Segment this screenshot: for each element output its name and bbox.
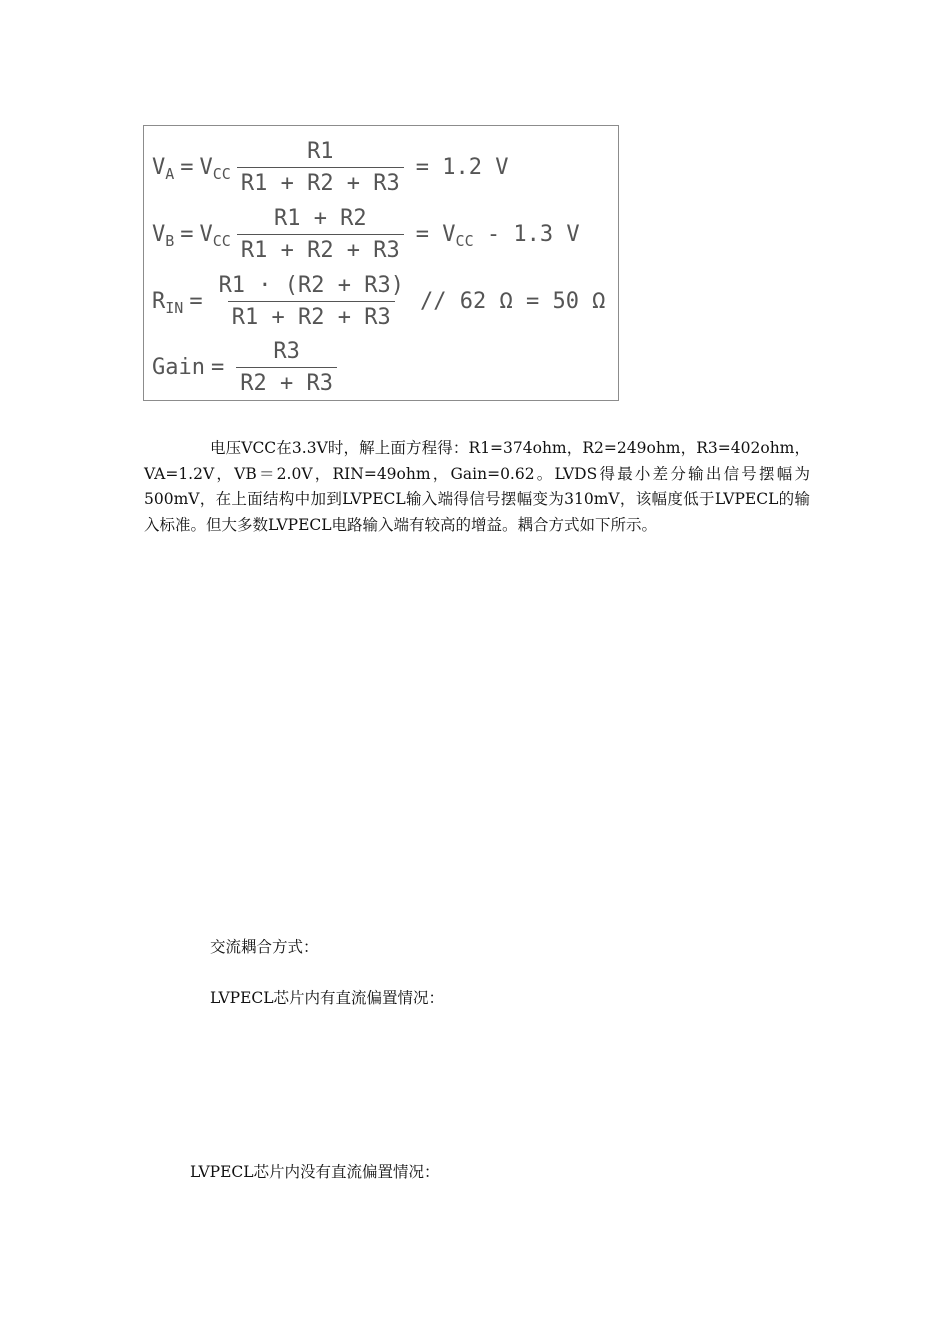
fraction [236,339,337,396]
heading-with-dc-bias: LVPECL芯片内有直流偏置情况： [210,989,445,1007]
eq-rhs: // 62 Ω = 50 Ω [420,288,606,314]
eq-lhs-sub: A [165,164,175,183]
eq-rhs: = 1.2 V [415,154,509,180]
eq-rhs: = V [415,221,456,247]
eq-lhs: V [152,154,166,180]
equation-gain [152,334,343,400]
numerator: R1 + R2 [273,205,367,231]
equation-vb [152,201,580,267]
fraction [237,206,404,263]
eq-sign: = [210,354,225,380]
denominator: R1 + R2 + R3 [228,301,395,330]
eq-lhs: R [152,288,166,314]
eq-pre: V [199,154,213,180]
eq-lhs-sub: B [165,231,175,250]
eq-lhs-sub: IN [165,298,184,317]
equation-image [143,125,619,401]
numerator: R1 · (R2 + R3) [218,272,404,298]
eq-pre: V [199,221,213,247]
denominator: R1 + R2 + R3 [237,167,404,196]
numerator: R1 [307,138,334,164]
equation-rin [152,268,605,334]
eq-sign: = [180,154,194,180]
numerator: R3 [273,338,300,364]
fraction [215,273,408,330]
denominator: R2 + R3 [236,367,337,396]
eq-lhs: Gain [152,354,205,380]
denominator: R1 + R2 + R3 [237,234,404,263]
eq-pre-sub: CC [212,164,231,183]
body-paragraph: 电压VCC在3.3V时，解上面方程得：R1=374ohm，R2=249ohm，R3=402ohm，VA=1.2V，VB＝2.0V，RIN=49ohm，Gain=0.62。LVDS得最小差分输出信号摆幅为500mV，在上面结构中加到LVPECL输入端得信号摆幅变为310mV，该幅度低于LVPECL的输入标准。但大多数LVPECL电路输入端有较高的增益。耦合方式如下所示。 [144,439,810,534]
heading-ac-coupling: 交流耦合方式： [210,938,319,956]
eq-rhs-tail: - 1.3 V [473,221,580,247]
heading-without-dc-bias: LVPECL芯片内没有直流偏置情况： [190,1163,440,1181]
eq-sign: = [189,288,203,314]
eq-pre-sub: CC [212,231,231,250]
equation-va [152,134,509,200]
eq-rhs-sub: CC [455,231,474,250]
eq-sign: = [180,221,194,247]
eq-lhs: V [152,221,166,247]
fraction [237,139,404,196]
